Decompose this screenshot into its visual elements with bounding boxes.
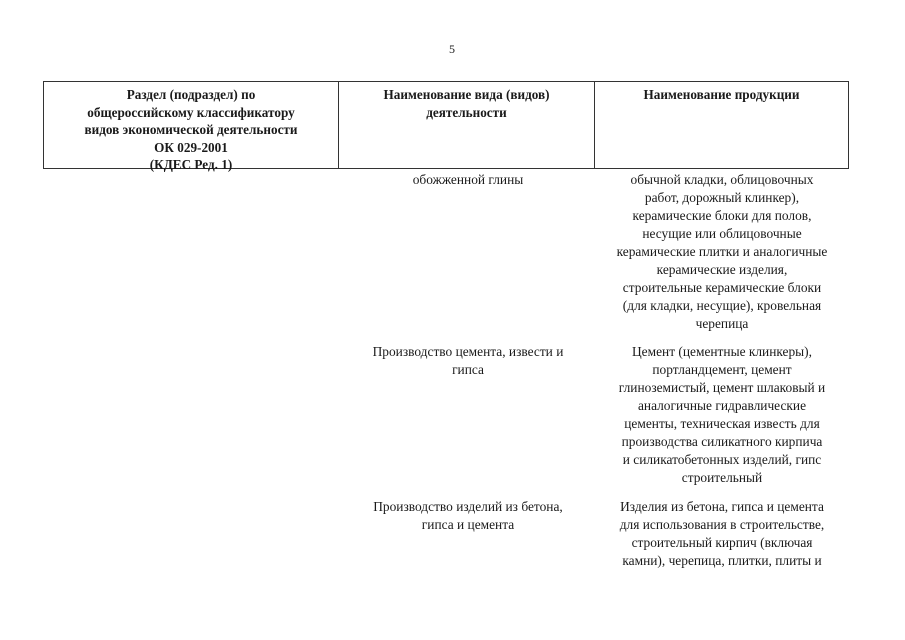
text-line: черепица [695, 316, 749, 331]
row3-activity [340, 498, 596, 534]
text-line: аналогичные гидравлические [637, 398, 807, 413]
text-line: для использования в строительстве, [619, 517, 825, 532]
text-line: цементы, техническая известь для [624, 416, 820, 431]
text-line: производства силикатного кирпича [621, 434, 823, 449]
row3-products [594, 498, 850, 570]
text-line: Производство изделий из бетона, [373, 499, 563, 514]
header-line: деятельности [426, 104, 507, 120]
header-line: общероссийскому классификатору [87, 104, 295, 120]
text-line: строительный кирпич (включая [631, 535, 813, 550]
text-line: портландцемент, цемент [652, 362, 792, 377]
row2-products [594, 343, 850, 487]
text-line: Производство цемента, извести и [372, 344, 564, 359]
text-line: (для кладки, несущие), кровельная [622, 298, 822, 313]
row2-activity [340, 343, 596, 379]
text-line: керамические изделия, [656, 262, 788, 277]
header-line: Раздел (подраздел) по [126, 87, 256, 102]
header-okved-section [44, 82, 338, 172]
text-line: гипса и цемента [421, 517, 515, 532]
text-line: гипса [452, 362, 484, 377]
page-number: 5 [449, 42, 455, 56]
row1-activity [340, 171, 596, 189]
text-line: обычной кладки, облицовочных [630, 172, 814, 187]
text-line: и силикатобетонных изделий, гипс [622, 452, 822, 467]
text-line: Изделия из бетона, гипса и цемента [620, 499, 824, 514]
header-line: видов экономической деятельности [84, 122, 298, 137]
header-activity-name [338, 82, 594, 168]
text-line: камни), черепица, плитки, плиты и [622, 553, 822, 568]
header-line: (КДЕС Ред. 1) [149, 157, 233, 172]
text-line: работ, дорожный клинкер), [644, 190, 800, 205]
text-line: обожженной глины [412, 172, 524, 187]
text-line: керамические блоки для полов, [632, 208, 812, 223]
header-product-name [594, 82, 848, 168]
row1-products [594, 171, 850, 333]
table-header [43, 81, 849, 172]
text-line: строительные керамические блоки [622, 280, 822, 295]
text-line: Цемент (цементные клинкеры), [632, 344, 812, 359]
text-line: керамические плитки и аналогичные [616, 244, 828, 259]
header-line: Наименование вида (видов) [383, 87, 550, 102]
text-line: глиноземистый, цемент шлаковый и [618, 380, 826, 395]
header-line: Наименование продукции [643, 87, 800, 102]
text-line: несущие или облицовочные [642, 226, 802, 241]
text-line: строительный [681, 470, 763, 485]
header-line: ОК 029-2001 [154, 139, 228, 155]
